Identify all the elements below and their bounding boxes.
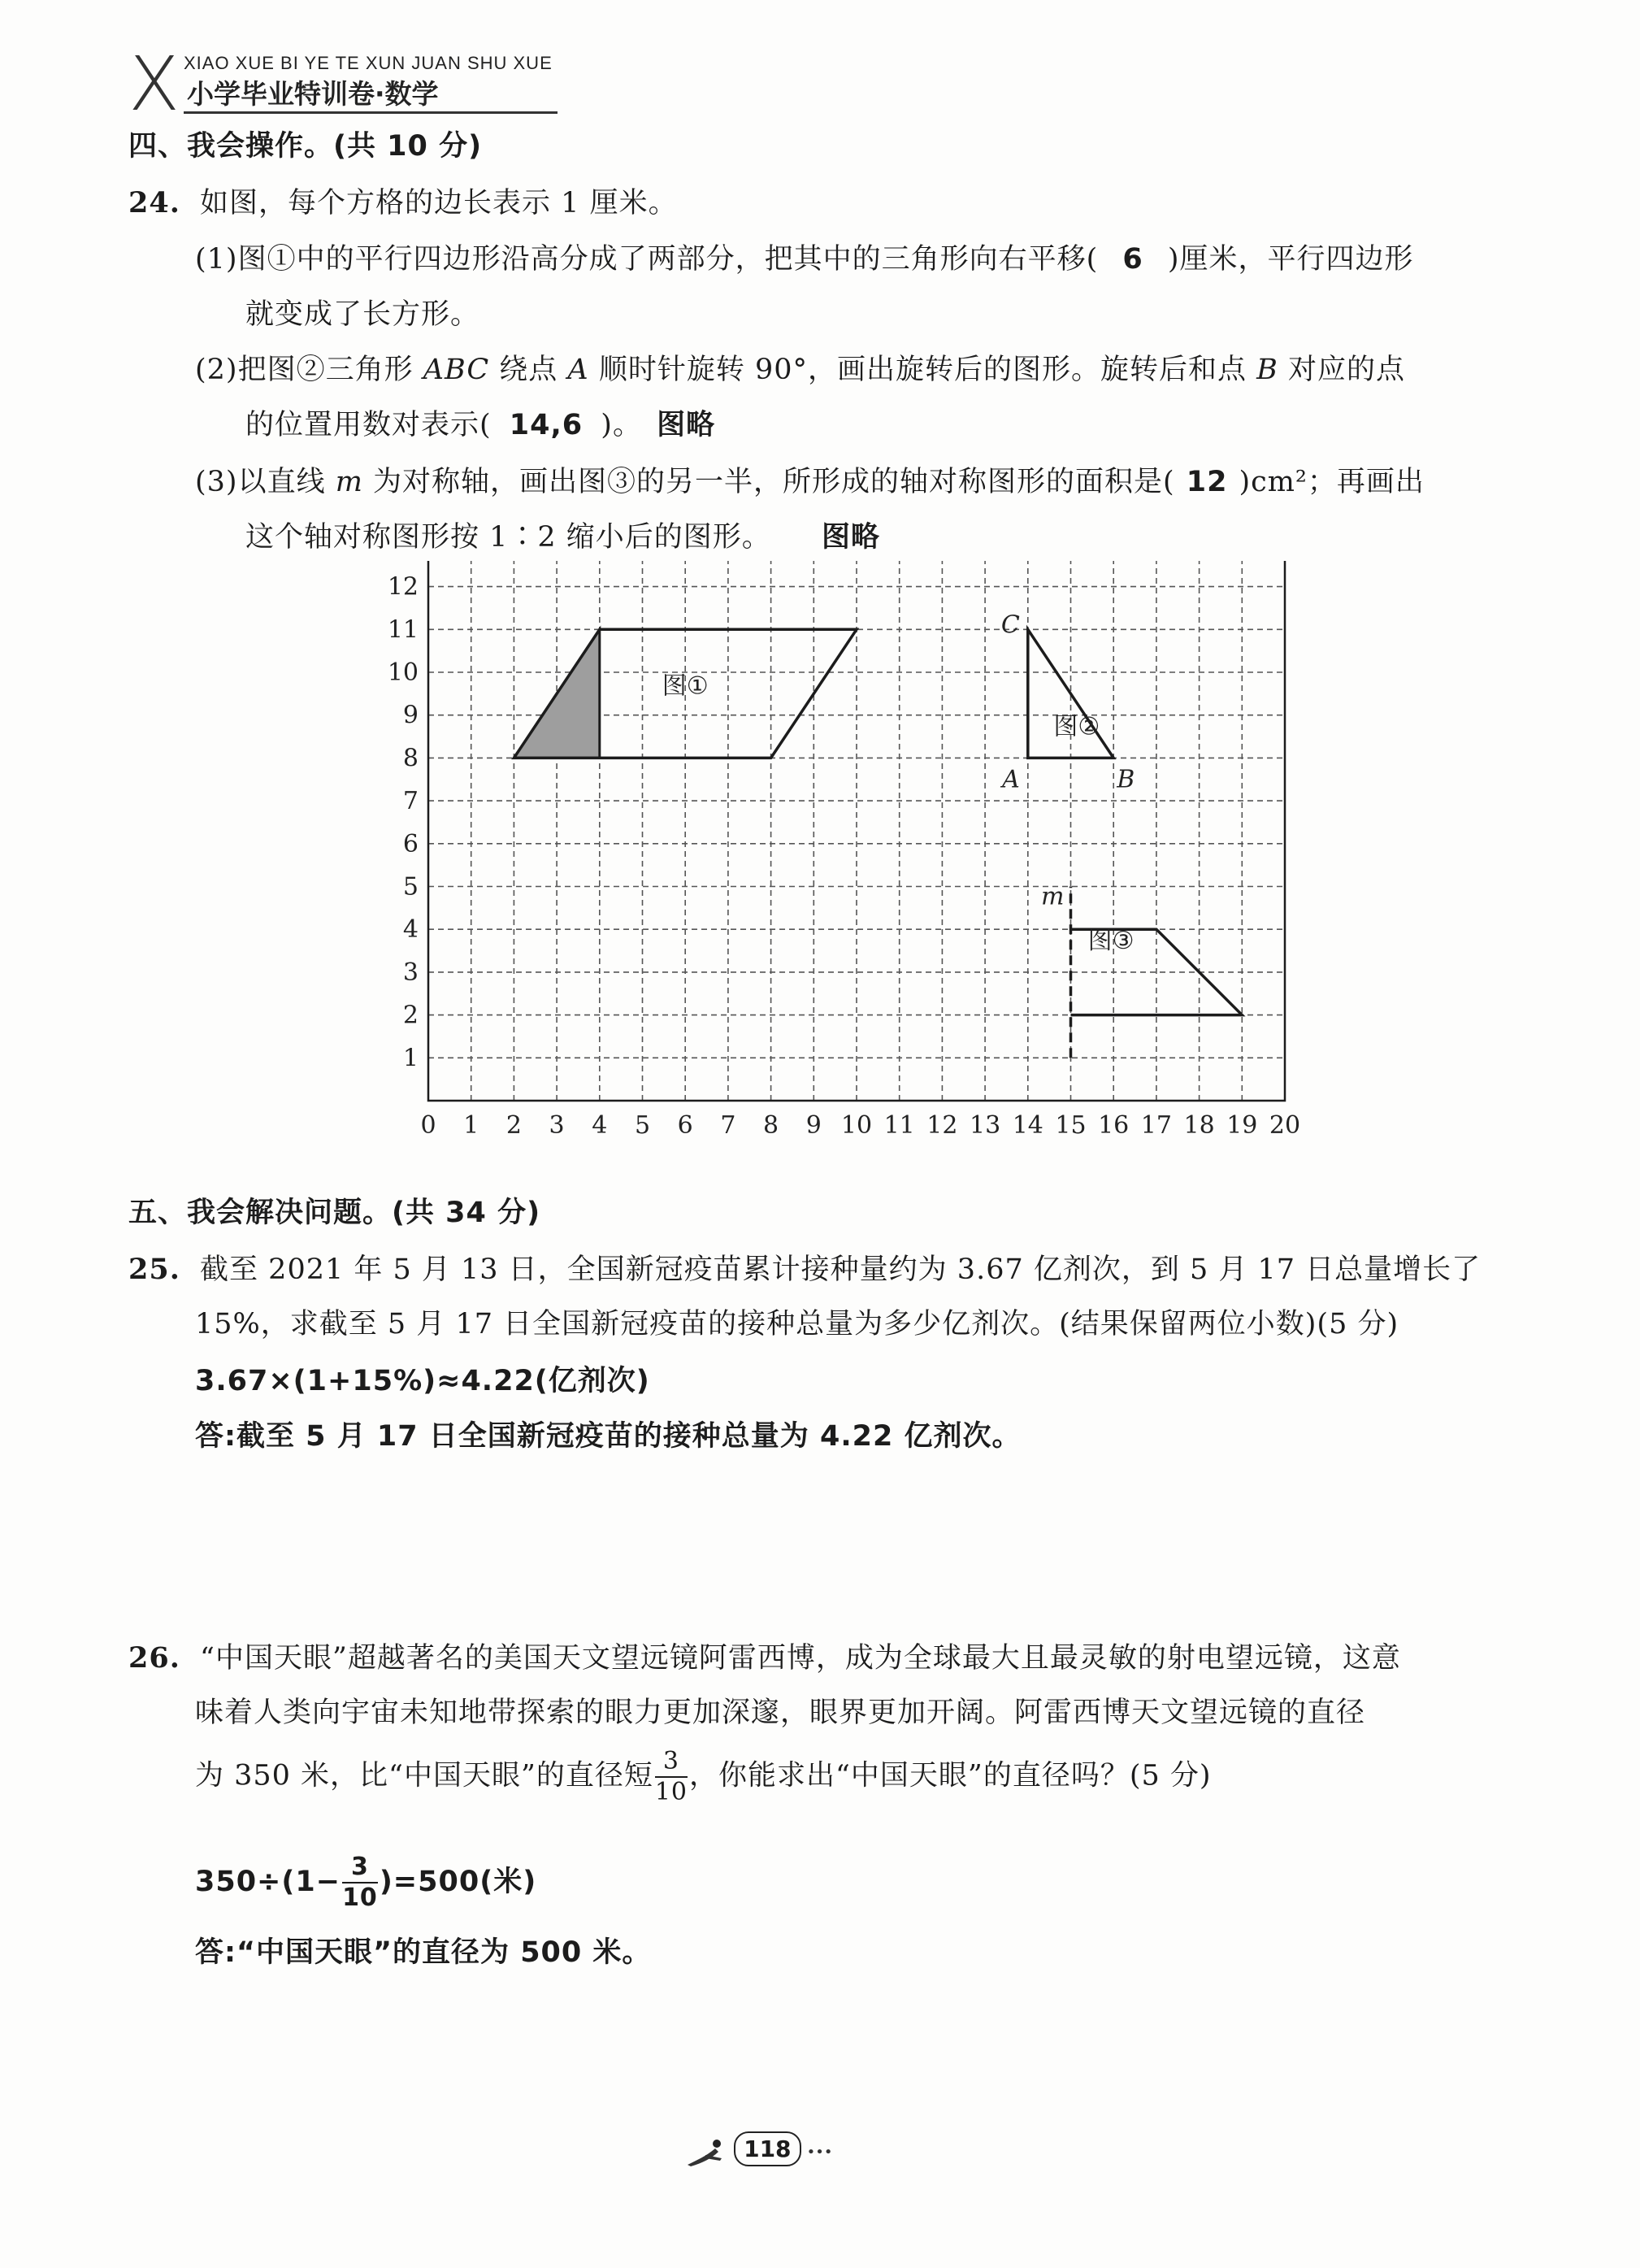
page-footer [681,2131,833,2170]
x-tick-label: 1 [463,1111,479,1140]
q26-work-fraction-numerator: 3 [342,1855,378,1883]
q24-part2-d: 对应的点 [1278,354,1405,386]
runner-icon [681,2137,730,2170]
x-tick-label: 11 [883,1111,915,1140]
q25-line1 [128,1255,1481,1284]
header-underline [184,111,558,114]
x-tick-label: 17 [1140,1111,1172,1140]
x-tick-label: 6 [677,1111,693,1140]
q26-line1 [128,1641,1401,1675]
q24-part1-line2: 就变成了长方形。 [245,298,480,331]
q24-part3-c: )cm²；再画出 [1239,466,1425,498]
q26-text-line2: 味着人类向宇宙未知地带探索的眼力更加深邃，眼界更加开阔。阿雷西博天文望远镜的直径 [195,1697,1366,1729]
q24-part1-post: )厘米，平行四边形 [1167,243,1414,276]
q26-text-line3-post: ，你能求出“中国天眼”的直径吗？(5 分) [689,1759,1212,1792]
x-tick-label: 4 [592,1111,608,1140]
q24-part2-line2-pre: 的位置用数对表示( [245,409,492,441]
x-tick-label: 8 [763,1111,779,1140]
q24-part3 [195,468,1425,497]
y-tick-label: 8 [402,744,419,773]
q24-part2-point-b: B [1256,354,1278,386]
x-tick-label: 9 [805,1111,822,1140]
figure-3-label: 图③ [1087,926,1135,955]
y-tick-label: 3 [402,958,419,987]
q24-part2 [195,356,1405,385]
y-tick-label: 12 [387,572,419,602]
q24-part3-line2 [245,521,880,554]
point-a-label: A [1002,765,1020,794]
q24-part3-line2-text: 这个轴对称图形按 1∶2 缩小后的图形。 [245,521,771,554]
q26-work-fraction-denominator: 10 [342,1883,378,1912]
q25-answer: 答:截至 5 月 17 日全国新冠疫苗的接种总量为 4.22 亿剂次。 [195,1420,1022,1453]
q24-part3-note: 图略 [821,521,880,554]
q26-work-pre: 350÷(1− [195,1866,341,1898]
q24-text: 如图，每个方格的边长表示 1 厘米。 [200,187,678,219]
y-tick-label: 11 [387,615,419,645]
q26-fraction-numerator: 3 [655,1749,688,1778]
y-tick-label: 10 [387,658,419,687]
q24-part2-c: 顺时针旋转 90°，画出旋转后的图形。旋转后和点 [588,354,1257,386]
point-c-label: C [1000,610,1020,640]
point-b-label: B [1117,765,1135,794]
q26-fraction [655,1749,688,1805]
header-pinyin: XIAO XUE BI YE TE XUN JUAN SHU XUE [184,53,553,73]
q24-part2-line2-post: )。 [601,409,642,441]
x-tick-label: 18 [1183,1111,1215,1140]
y-tick-label: 1 [402,1044,419,1073]
q24-part3-m: m [335,466,363,498]
x-tick-label: 16 [1098,1111,1130,1140]
figure-1-label: 图① [662,671,709,701]
q24-part2-note: 图略 [657,409,716,441]
q24-number: 24. [128,186,180,219]
x-tick-label: 20 [1269,1111,1301,1140]
x-tick-label: 7 [720,1111,736,1140]
y-tick-label: 4 [402,915,419,945]
q24-stem [128,186,678,219]
q26-text-line3 [195,1749,1212,1805]
q26-text-line1: “中国天眼”超越著名的美国天文望远镜阿雷西博，成为全球最大且最灵敏的射电望远镜，这意 [200,1642,1401,1675]
q24-part3-answer: 12 [1186,466,1228,498]
q26-fraction-denominator: 10 [654,1778,688,1806]
q24-part2-line2 [245,411,715,440]
y-tick-label: 7 [402,787,419,816]
q24-part3-b: 为对称轴，画出图③的另一半，所形成的轴对称图形的面积是( [362,466,1175,498]
q26-answer: 答:“中国天眼”的直径为 500 米。 [195,1936,652,1969]
q24-part3-a: (3)以直线 [195,466,336,498]
x-tick-label: 19 [1226,1111,1258,1140]
page-number: 118 [734,2131,800,2166]
q24-part2-answer: 14,6 [509,409,584,441]
y-tick-label: 9 [402,701,419,730]
figure-2-label: 图② [1053,712,1100,741]
q24-part2-b: 绕点 [489,354,568,386]
y-tick-label: 6 [402,829,419,858]
x-tick-label: 12 [926,1111,958,1140]
x-tick-label: 13 [970,1111,1001,1140]
x-tick-label: 0 [420,1111,436,1140]
q24-part2-a: (2)把图②三角形 [195,354,423,386]
q24-part1 [195,245,1414,274]
q24-part1-answer: 6 [1122,243,1143,276]
q26-text-line3-pre: 为 350 米，比“中国天眼”的直径短 [195,1759,653,1792]
q26-work-fraction [342,1855,378,1910]
coordinate-grid-figure [358,561,1317,1179]
x-tick-label: 2 [505,1111,522,1140]
y-tick-label: 5 [402,872,419,902]
footer-dots: ••• [806,2144,833,2161]
q26-work [195,1855,536,1910]
section5-title: 五、我会解决问题。(共 34 分) [128,1197,541,1229]
q24-part2-point-a: A [567,354,589,386]
q25-text-line2: 15%，求截至 5 月 17 日全国新冠疫苗的接种总量为多少亿剂次。(结果保留两位小数)(5 分) [195,1308,1399,1340]
q24-part1-pre: (1)图①中的平行四边形沿高分成了两部分，把其中的三角形向右平移( [195,243,1099,276]
x-tick-label: 15 [1055,1111,1087,1140]
q25-text-line1: 截至 2021 年 5 月 13 日，全国新冠疫苗累计接种量约为 3.67 亿剂次，到 5 月 17 日总量增长了 [200,1253,1482,1286]
q26-number: 26. [128,1641,180,1675]
x-tick-label: 5 [634,1111,651,1140]
x-tick-label: 10 [840,1111,873,1140]
q24-part2-abc: ABC [423,354,490,386]
q26-work-post: )=500(米) [379,1866,537,1898]
q25-work: 3.67×(1+15%)≈4.22(亿剂次) [195,1365,650,1397]
header-title: 小学毕业特训卷·数学 [187,78,439,110]
x-tick-label: 3 [549,1111,565,1140]
axis-m-label: m [1041,882,1065,911]
header-logo-letter: X [128,41,180,128]
section4-title: 四、我会操作。(共 10 分) [128,130,483,163]
q25-number: 25. [128,1253,180,1286]
y-tick-label: 2 [402,1001,419,1030]
x-tick-label: 14 [1012,1111,1043,1140]
